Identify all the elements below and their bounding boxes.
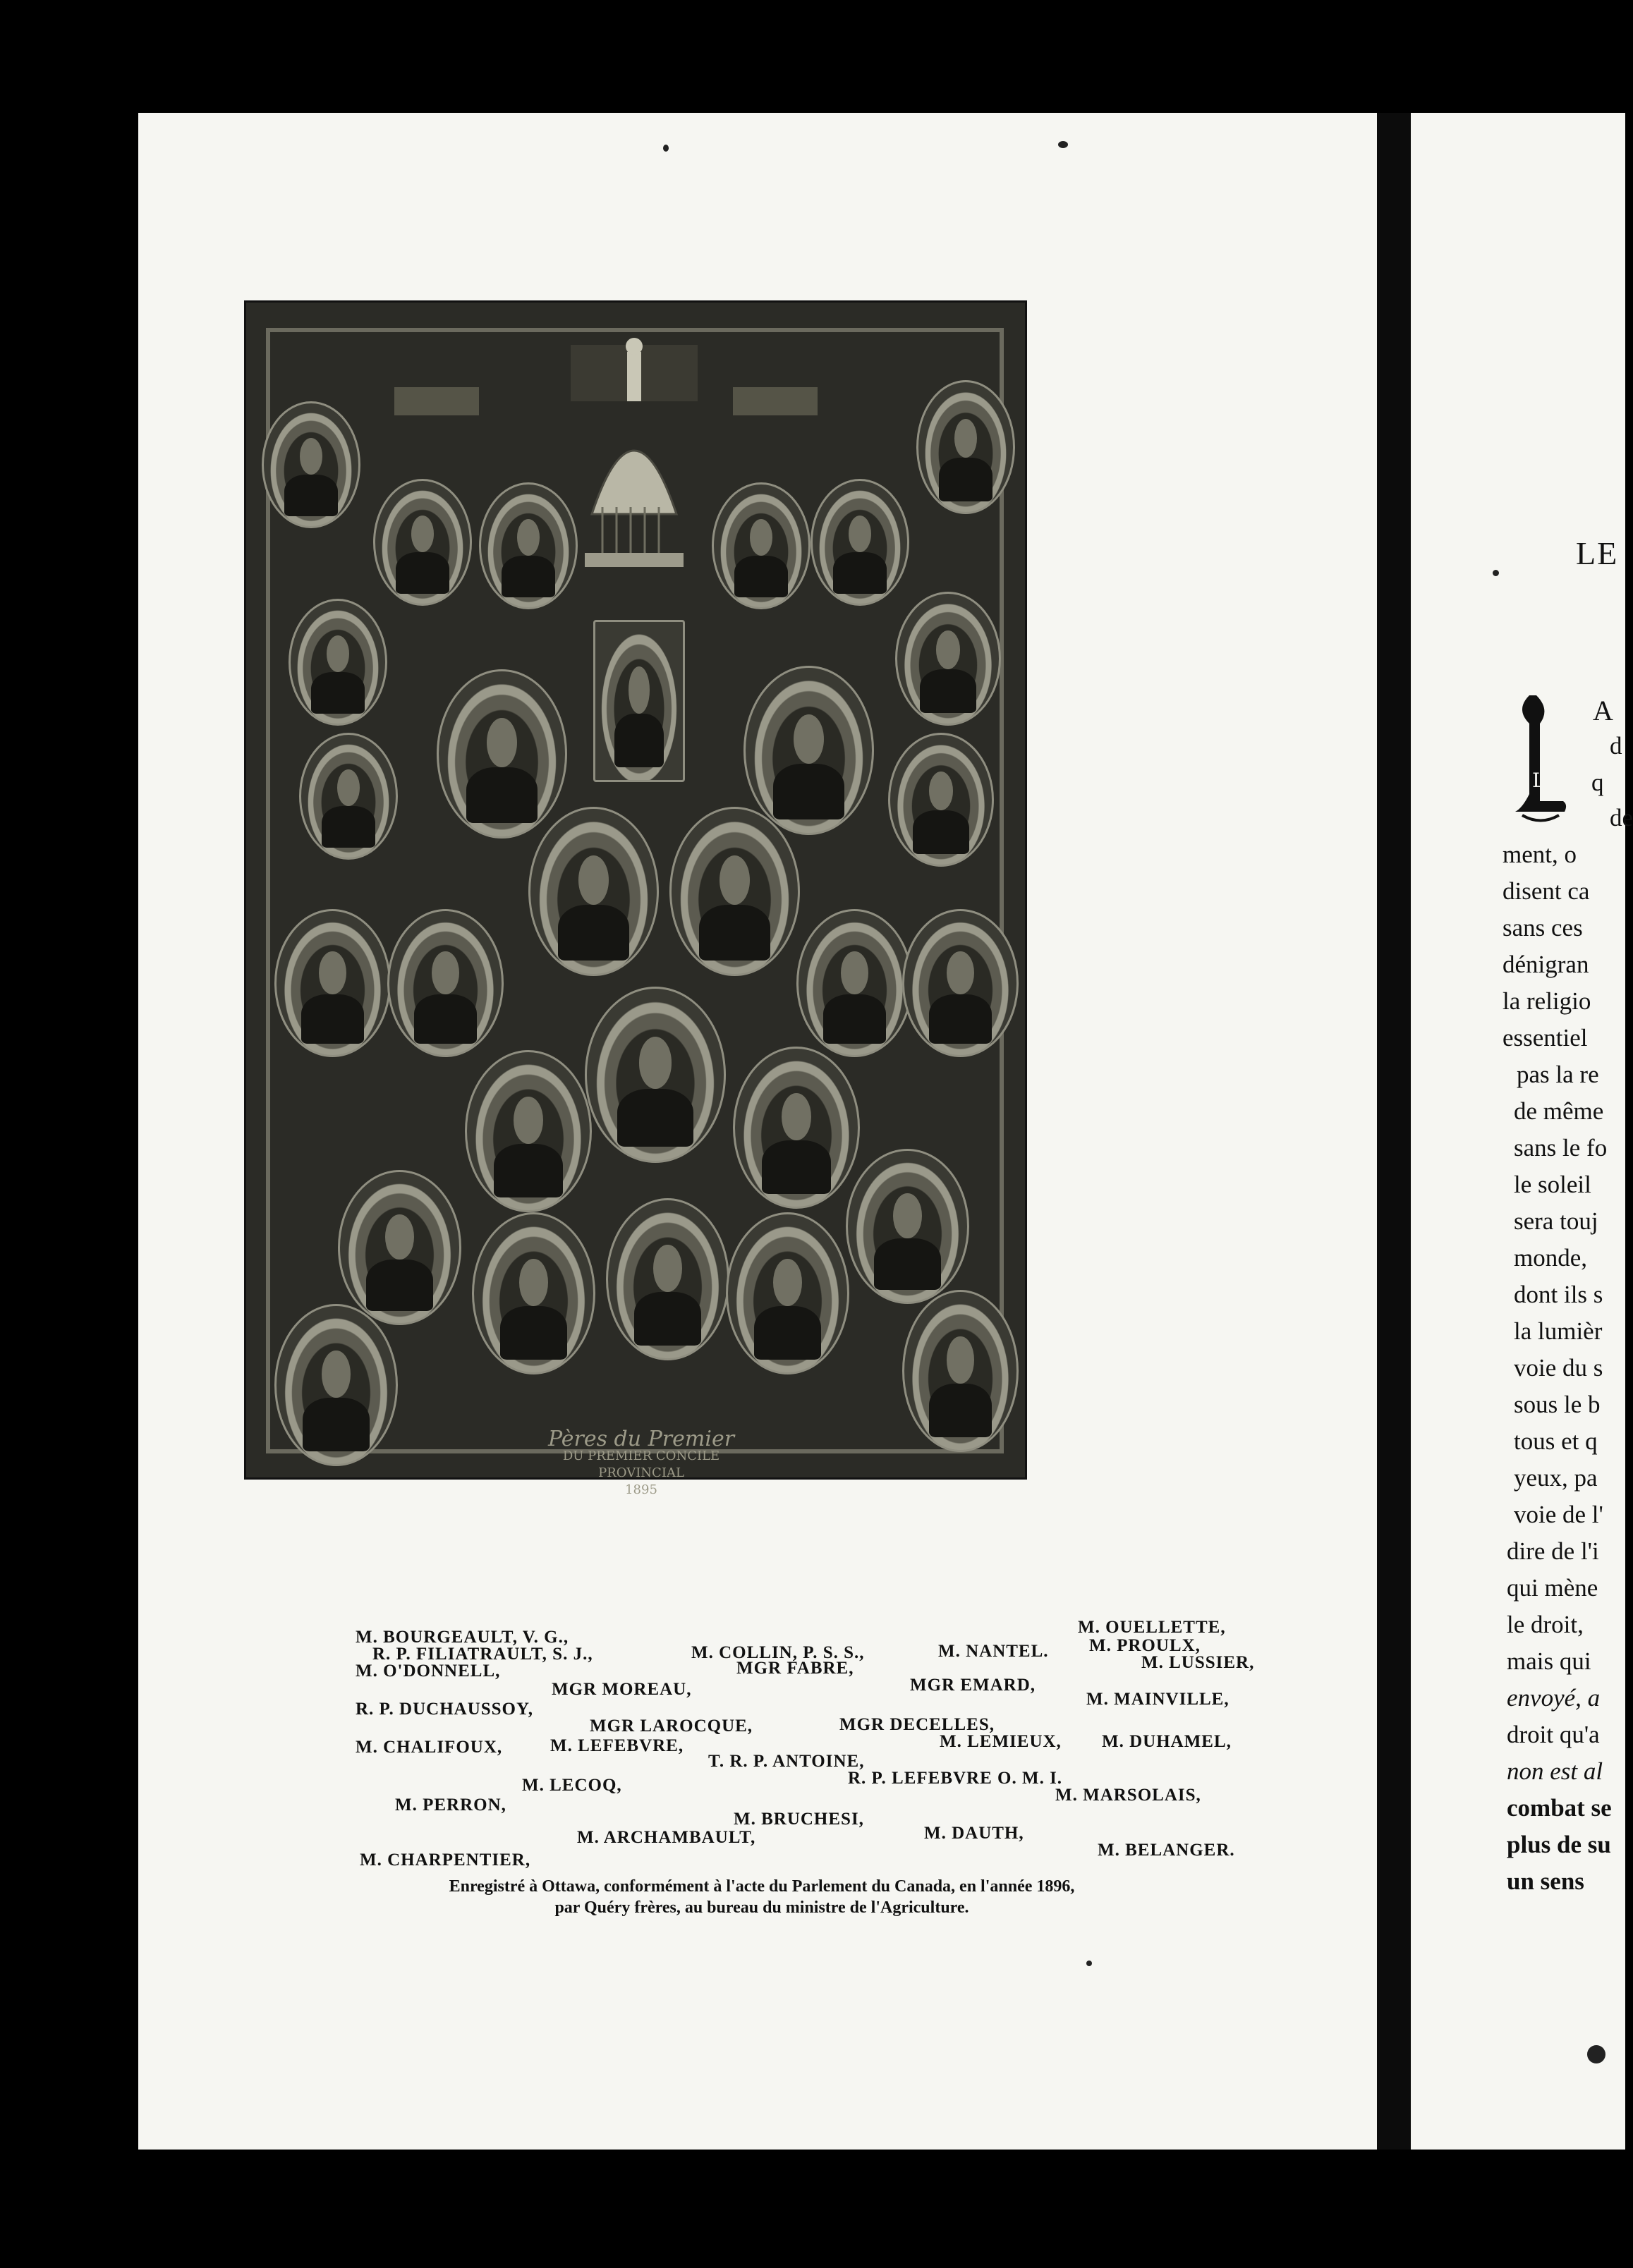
text-line: q	[1591, 769, 1604, 796]
text-line: la lumièr	[1514, 1317, 1603, 1345]
text-line: un sens	[1507, 1867, 1584, 1895]
text-line: combat se	[1507, 1794, 1612, 1822]
portrait	[902, 909, 1019, 1057]
plate-caption-line: DU PREMIER CONCILE PROVINCIAL	[562, 1449, 720, 1480]
text-line: tous et q	[1514, 1427, 1598, 1455]
name-label: T. R. P. ANTOINE,	[708, 1752, 865, 1771]
text-line: voie de l'	[1514, 1501, 1603, 1528]
text-line: d	[1610, 732, 1622, 760]
text-line: dénigran	[1503, 951, 1589, 978]
plate-caption-line: 1895	[625, 1482, 657, 1497]
portrait	[472, 1212, 595, 1374]
text-line: dire de l'i	[1507, 1537, 1599, 1565]
portrait	[733, 1047, 860, 1209]
text-line: de	[1610, 804, 1633, 831]
book-gutter	[1377, 113, 1411, 2150]
name-label: MGR LAROCQUE,	[590, 1717, 753, 1736]
text-line: envoyé, a	[1507, 1684, 1601, 1712]
name-label: M. CHARPENTIER,	[360, 1851, 531, 1870]
scan-speck	[1086, 1961, 1092, 1966]
copyright-footnote	[303, 1876, 1220, 1918]
text-line: sans ces	[1503, 914, 1583, 941]
text-line: sous le b	[1514, 1391, 1601, 1418]
portrait-plate	[244, 300, 1027, 1497]
name-label: R. P. FILIATRAULT, S. J.,	[372, 1645, 593, 1664]
portrait	[437, 669, 567, 839]
name-label: M. LUSSIER,	[1141, 1653, 1255, 1672]
text-line: voie du s	[1514, 1354, 1603, 1382]
name-label: M. NANTEL.	[938, 1642, 1049, 1661]
name-label: M. BRUCHESI,	[734, 1810, 864, 1829]
text-line: pas la re	[1517, 1061, 1599, 1088]
name-label: M. PERRON,	[395, 1796, 506, 1815]
portrait	[274, 909, 391, 1057]
name-label: R. P. DUCHAUSSOY,	[356, 1700, 534, 1719]
portrait	[274, 1304, 398, 1466]
text-line: droit qu'a	[1507, 1721, 1600, 1748]
text-line: essentiel	[1503, 1024, 1588, 1051]
name-label: M. COLLIN, P. S. S.,	[691, 1643, 865, 1662]
text-line: le soleil	[1514, 1171, 1591, 1198]
plate-caption	[535, 1427, 747, 1499]
text-line: sera touj	[1514, 1207, 1598, 1235]
text-line: disent ca	[1503, 877, 1590, 905]
portrait	[846, 1149, 969, 1304]
portrait	[888, 733, 994, 867]
name-label: M. BELANGER.	[1098, 1841, 1235, 1860]
text-line: non est al	[1507, 1757, 1603, 1785]
text-line: sans le fo	[1514, 1134, 1608, 1162]
name-label: M. LEMIEUX,	[940, 1732, 1062, 1751]
text-line: dont ils s	[1514, 1281, 1603, 1308]
chapter-heading: LE	[1576, 535, 1619, 571]
name-label: M. ARCHAMBAULT,	[577, 1828, 756, 1847]
footnote-line: par Quéry frères, au bureau du ministre de l'Agriculture.	[554, 1898, 969, 1917]
text-line: de même	[1514, 1097, 1604, 1125]
svg-text:L: L	[1532, 769, 1546, 792]
name-label: MGR FABRE,	[736, 1659, 854, 1678]
portrait	[338, 1170, 461, 1325]
name-label: M. PROULX,	[1089, 1636, 1201, 1655]
portrait-archbishop	[593, 620, 685, 782]
footnote-line: Enregistré à Ottawa, conformément à l'acte du Parlement du Canada, en l'année 1896,	[449, 1877, 1075, 1896]
portrait	[669, 807, 800, 976]
name-label: MGR DECELLES,	[839, 1715, 995, 1734]
portrait	[796, 909, 913, 1057]
name-label: M. MARSOLAIS,	[1055, 1786, 1201, 1805]
portrait	[373, 479, 472, 606]
portrait	[916, 380, 1015, 514]
name-label: M. OUELLETTE,	[1078, 1618, 1226, 1637]
portrait	[262, 401, 360, 528]
text-line: qui mène	[1507, 1574, 1598, 1602]
scan-speck	[1058, 141, 1068, 148]
name-label: MGR MOREAU,	[552, 1680, 692, 1699]
portrait	[299, 733, 398, 860]
portrait	[726, 1212, 849, 1374]
portrait	[585, 987, 726, 1163]
portrait	[528, 807, 659, 976]
ornate-initial-letter	[1508, 688, 1573, 829]
name-label: R. P. LEFEBVRE O. M. I.	[848, 1769, 1063, 1788]
scan-speck	[1493, 570, 1499, 576]
portrait	[289, 599, 387, 726]
portrait	[465, 1050, 592, 1212]
name-label: M. O'DONNELL,	[356, 1662, 501, 1681]
name-label: MGR EMARD,	[910, 1676, 1036, 1695]
portrait	[743, 666, 874, 835]
text-line: plus de su	[1507, 1831, 1611, 1858]
portrait	[811, 479, 909, 606]
portrait	[387, 909, 504, 1057]
text-line: A	[1593, 695, 1613, 726]
text-line: monde,	[1514, 1244, 1588, 1272]
name-label: M. DUHAMEL,	[1102, 1732, 1232, 1751]
name-label: M. DAUTH,	[924, 1824, 1024, 1843]
name-label: M. CHALIFOUX,	[356, 1738, 503, 1757]
name-label: M. LEFEBVRE,	[550, 1736, 684, 1755]
name-label: M. MAINVILLE,	[1086, 1690, 1230, 1709]
portrait	[479, 482, 578, 609]
text-line: ment, o	[1503, 841, 1577, 868]
scan-speck	[1587, 2045, 1605, 2063]
plate-caption-line: Pères du Premier	[547, 1427, 735, 1451]
name-label: M. LECOQ,	[522, 1776, 622, 1795]
text-line: le droit,	[1507, 1611, 1584, 1638]
text-line: yeux, pa	[1514, 1464, 1598, 1492]
text-line: mais qui	[1507, 1647, 1591, 1675]
name-label: M. BOURGEAULT, V. G.,	[356, 1628, 569, 1647]
text-line: la religio	[1503, 987, 1591, 1015]
scan-speck	[663, 145, 669, 152]
portrait	[902, 1290, 1019, 1452]
portrait	[606, 1198, 729, 1360]
portrait	[895, 592, 1001, 726]
portrait	[712, 482, 811, 609]
